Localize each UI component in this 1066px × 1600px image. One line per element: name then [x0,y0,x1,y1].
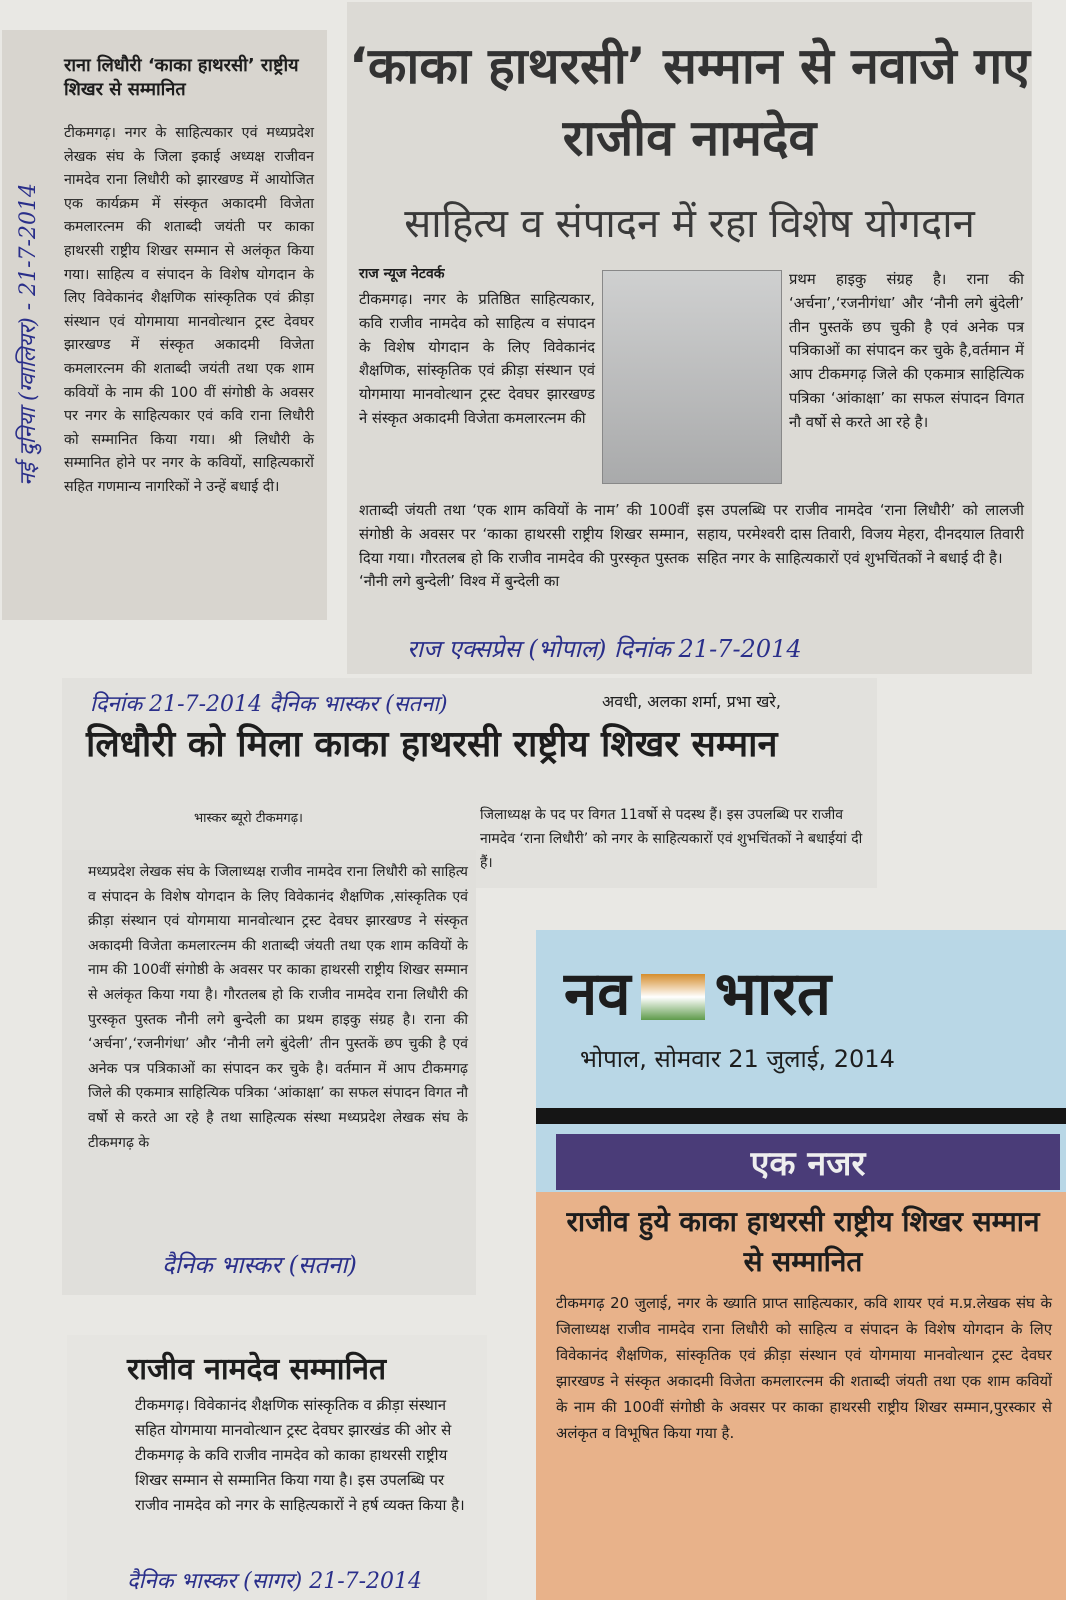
handwritten-note: दिनांक 21-7-2014 दैनिक भास्कर (सतना) [90,692,448,717]
article-bottom-right: इस उपलब्धि पर राजीव नामदेव ‘राना लिधौरी’ को लालजी सहाय, परमेश्वरी दास तिवारी, विजय मेहरा, दीनदयाल तिवारी सहित नगर के साहित्यकारों एवं शुभचिंतकों ने बधाई दी है। [697,502,1024,567]
portrait-photo [602,270,782,484]
headline: ‘काका हाथरसी’ सम्मान से नवाजे गए राजीव नामदेव [349,37,1030,167]
handwritten-note: दैनिक भास्कर (सतना) [162,1251,357,1279]
clipping-nav-bharat [536,930,1066,1600]
section-title: एक नजर [556,1134,1060,1190]
divider-bar [536,1108,1066,1124]
article-right-column: जिलाध्यक्ष के पद पर विगत 11वर्षो से पदस्थ हैं। इस उपलब्धि पर राजीव नामदेव ‘राना लिधौरी’ को नगर के साहित्यकारों एवं शुभचिंतकों ने बधाईयां दी हैं। [480,807,863,871]
article-body: टीकमगढ़। विवेकानंद शैक्षणिक सांस्कृतिक व क्रीड़ा संस्थान सहित योगमाया मानवोत्थान ट्रस्ट देवघर झारखंड की ओर से टीकमगढ़ के कवि राजीव नामदेव को काका हाथरसी राष्ट्रीय शिखर सम्मान से सम्मानित किया गया है। इस उपलब्धि पर राजीव नामदेव को नगर के साहित्यकारों ने हर्ष व्यक्त किया है। [135,1396,465,1514]
article-column-left: टीकमगढ़। नगर के प्रतिष्ठित साहित्यकार, कवि राजीव नामदेव को साहित्य व संपादन के विशेष योगदान के लिए विवेकानंद शैक्षणिक, सांस्कृतिक एवं क्रीड़ा संस्थान एवं योगमाया मानवोत्थान ट्रस्ट देवघर झारखण्ड ने संस्कृत अकादमी विजेता कमलारत्नम की [359,291,595,427]
headline: राजीव हुये काका हाथरसी राष्ट्रीय शिखर सम्मान से सम्मानित [566,1205,1040,1278]
subheadline: साहित्य व संपादन में रहा विशेष योगदान [404,201,975,247]
masthead [564,950,831,1032]
overlap-text: अवधी, अलका शर्मा, प्रभा खरे, [602,692,781,711]
flag-logo-icon [641,974,705,1020]
handwritten-note: नई दुनिया (ग्वालियर) - 21-7-2014 [16,183,41,487]
clipping-raj-express [347,2,1032,674]
article-bottom-left: शताब्दी जंयती तथा ‘एक शाम कवियों के नाम’ की 100वीं संगोष्ठी के अवसर पर ‘काका हाथरसी राष्ट्रीय शिखर सम्मान, दिया गया। गौरतलब हो कि राजीव नामदेव की पुरस्कृत पुस्तक ‘नौनी लगे बुन्देली’ विश्व में बुन्देली का [359,502,689,591]
dateline: भोपाल, सोमवार 21 जुलाई, 2014 [580,1045,895,1073]
byline: भास्कर ब्यूरो टीकमगढ़। [194,811,303,826]
clipping-nai-duniya [2,30,327,620]
headline: लिधौरी को मिला काका हाथरसी राष्ट्रीय शिखर सम्मान [86,724,778,765]
article-column-right: प्रथम हाइकु संग्रह है। राना की ‘अर्चना’,‘रजनीगंधा’ और ‘नौनी लगे बुंदेली’ तीन पुस्तकें छप चुकी है एवं अनेक पत्र पत्रिकाओं का संपादन कर चुके है,वर्तमान में आप टीकमगढ़ जिले की एकमात्र साहित्यिक पत्रिका ‘आंकाक्षा’ का सफल संपादन विगत नौ वर्षो से करते आ रहे है। [789,271,1024,431]
article-body: टीकमगढ़। नगर के साहित्यकार एवं मध्यप्रदेश लेखक संघ के जिला इकाई अध्यक्ष राजीवन नामदेव राना लिधौरी को झारखण्ड में आयोजित एक कार्यक्रम में संस्कृत अकादमी विजेता कमलारत्नम की शताब्दी जयंती पर काका हाथरसी राष्ट्रीय शिखर सम्मान से अलंकृत किया गया। साहित्य व संपादन के विशेष योगदान के लिए विवेकानंद शैक्षणिक सांस्कृतिक एवं क्रीड़ा संस्थान एवं योगमाया मानवोत्थान ट्रस्ट देवघर झारखण्ड में संस्कृत अकादमी विजेता कमलारत्नम की शताब्दी जयंती तथा एक शाम कवियों के नाम की 100 वीं संगोष्ठी के अवसर पर नगर के साहित्यकार एवं कवि राना लिधौरी को सम्मानित किया गया। श्री लिधौरी के सम्मानित होने पर नगर के कवियों, साहित्यकारों सहित गणमान्य नागरिकों ने उन्हें बधाई दी। [64,125,314,495]
masthead-right: भारत [714,959,832,1029]
story-box [536,1192,1066,1600]
article-body: टीकमगढ़ 20 जुलाई, नगर के ख्याति प्राप्त साहित्यकार, कवि शायर एवं म.प्र.लेखक संघ के जिलाध्यक्ष राजीव नामदेव राना लिधौरी को साहित्य व संपादन के विशेष योगदान के लिए विवेकानंद शैक्षणिक, सांस्कृतिक एवं क्रीड़ा संस्थान एवं योगमाया मानवोत्थान ट्रस्ट देवघर झारखण्ड ने संस्कृत अकादमी विजेता कमलारत्नम की शताब्दी जंयती तथा एक शाम कवियों के नाम की 100वीं संगोष्ठी के अवसर पर काका हाथरसी राष्ट्रीय शिखर सम्मान,पुरस्कार से अलंकृत व विभूषित किया गया है. [556,1294,1052,1442]
clipping-bhaskar-sagar [67,1335,487,1600]
handwritten-note: दैनिक भास्कर (सागर) 21-7-2014 [127,1569,423,1594]
clipping-bhaskar-satna-body [62,850,476,1295]
byline: राज न्यूज नेटवर्क [359,266,445,282]
headline: राना लिधौरी ‘काका हाथरसी’ राष्ट्रीय शिखर से सम्मानित [64,55,299,100]
masthead-left: नव [564,959,631,1029]
handwritten-note: राज एक्सप्रेस (भोपाल) दिनांक 21-7-2014 [407,635,802,663]
headline: राजीव नामदेव सम्मानित [127,1352,387,1387]
article-body: मध्यप्रदेश लेखक संघ के जिलाध्यक्ष राजीव नामदेव राना लिधौरी को साहित्य व संपादन के विशेष योगदान के लिए विवेकानंद शैक्षणिक ,सांस्कृतिक एवं क्रीड़ा संस्थान एवं योगमाया मानवोत्थान ट्रस्ट देवघर झारखण्ड ने संस्कृत अकादमी विजेता कमलारत्नम की शताब्दी जंयती तथा एक शाम कवियों के नाम की 100वीं संगोष्ठी के अवसर पर काका हाथरसी राष्ट्रीय शिखर सम्मान से अलंकृत किया गया है। गौरतलब हो कि राजीव नामदेव राना लिधौरी की पुरस्कृत पुस्तक नौनी लगे बुन्देली का प्रथम हाइकु संग्रह है। राना की ‘अर्चना’,‘रजनीगंधा’ और ‘नौनी लगे बुंदेली’ तीन पुस्तकें छप चुकी है एवं अनेक पत्र पत्रिकाओं का संपादन कर चुके है। वर्तमान में आप टीकमगढ़ जिले की एकमात्र साहित्यिक पत्रिका ‘आंकाक्षा’ का सफल संपादन विगत नौ वर्षो से करते आ रहे है तथा साहित्यक संस्था मध्यप्रदेश लेखक संघ के टीकमगढ़ के [88,864,469,1151]
